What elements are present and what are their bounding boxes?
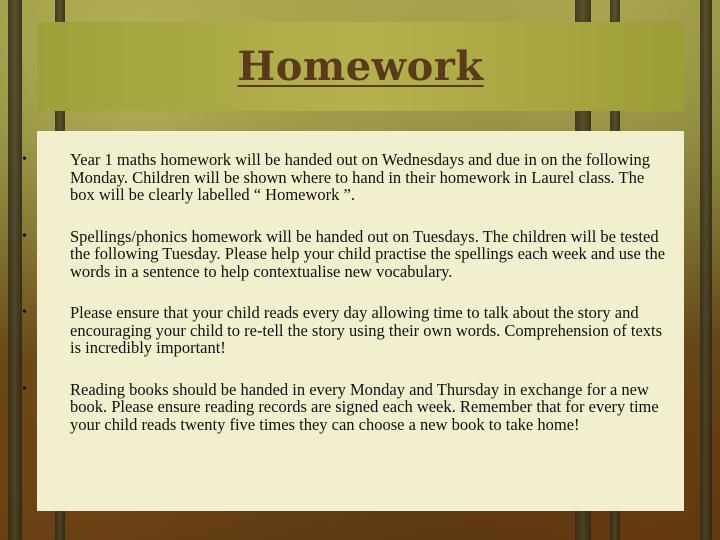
bullet-icon: •	[22, 152, 27, 167]
bullet-text-content: Spellings/phonics homework will be handed out on Tuesdays. The children will be tested the following Tuesday. Please help your child practise the spellings each week and use the words in a sentence to help contextualise new vocabulary.	[70, 226, 666, 281]
bullet-list	[22, 150, 672, 434]
content-panel	[22, 131, 684, 511]
bullet-text-content: Reading books should be handed in every Monday and Thursday in exchange for a new book. Please ensure reading records are signed each week. Remember that for every time your child reads twenty five times they can choose a new book to take home!	[70, 379, 659, 434]
list-item	[22, 379, 672, 434]
title-banner	[37, 22, 684, 111]
tree-trunk	[8, 0, 22, 540]
tree-trunk	[700, 0, 712, 540]
bullet-text	[22, 226, 672, 281]
bullet-text	[22, 150, 672, 204]
bullet-icon: •	[22, 228, 27, 244]
bullet-icon: •	[22, 381, 27, 397]
bullet-icon: •	[22, 305, 27, 320]
page-title: Homework	[237, 43, 484, 90]
bullet-text-content: Please ensure that your child reads every day allowing time to talk about the story and encouraging your child to re-tell the story using their own words. Comprehension of texts is incredibly important!	[70, 303, 663, 357]
bullet-text-content: Year 1 maths homework will be handed out on Wednesdays and due in on the following Monday. Children will be shown where to hand in their homework in Laurel class. The box will be clearly labelled “ Homework ”.	[70, 150, 651, 204]
list-item	[22, 150, 672, 204]
bullet-text	[22, 303, 672, 357]
bullet-text	[22, 379, 672, 434]
list-item	[22, 303, 672, 357]
list-item	[22, 226, 672, 281]
